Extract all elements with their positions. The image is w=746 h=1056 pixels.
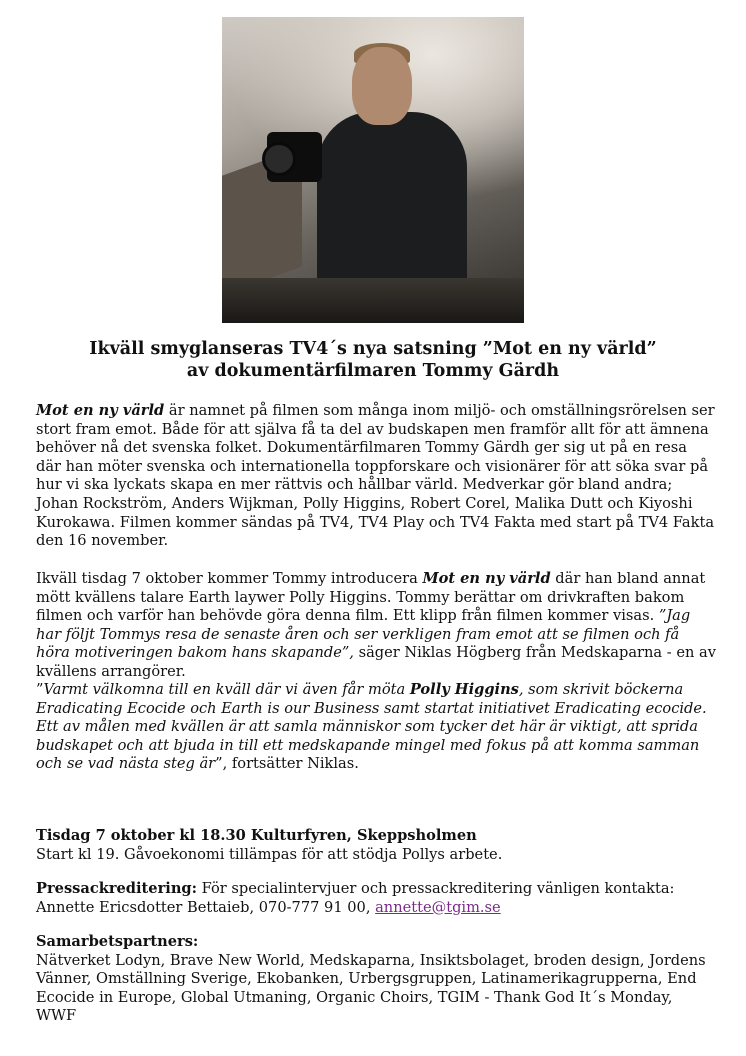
welcome-text-italic: , som skrivit böckerna Eradicating Ecocide och Earth is our Business samt startat initiativet Eradicating ecocide. Ett av målen med kvällen är att samla människor som tycker det här är viktigt, att sprida budskapet och att bjuda in till ett medskapande mingel med fokus på att komma samman och se vad nästa steg är: [36, 681, 707, 773]
railing: [222, 278, 524, 323]
press-email-link[interactable]: annette@tgim.se: [375, 898, 501, 916]
event-text-pre: Ikväll tisdag 7 oktober kommer Tommy introducera: [36, 570, 423, 587]
event-heading: Tisdag 7 oktober kl 18.30 Kulturfyren, Skeppsholmen: [36, 827, 477, 844]
title-line-1: Ikväll smyglanseras TV4´s nya satsning ”Mot en ny värld”: [89, 339, 657, 359]
intro-paragraph: [36, 402, 716, 551]
welcome-paragraph: [36, 681, 716, 774]
press-text: För specialintervjuer och pressackreditering vänligen kontakta: Annette Ericsdotter Bettaieb, 070-777 91 00,: [36, 880, 675, 916]
film-title: Mot en ny värld: [422, 570, 551, 587]
event-paragraph: [36, 570, 716, 682]
partners-list: Nätverket Lodyn, Brave New World, Medskaparna, Insiktsbolaget, broden design, Jordens Vänner, Omställning Sverige, Ekobanken, Urbergsgruppen, Latinamerikagrupperna, End Ecocide in Europe, Global Utmaning, Organic Choirs, TGIM - Thank God It´s Monday, WWF: [36, 951, 706, 1025]
speaker-name: Polly Higgins: [409, 681, 519, 698]
page-title: [0, 338, 746, 382]
event-info: [36, 827, 716, 864]
event-info-text: Start kl 19. Gåvoekonomi tillämpas för att stödja Pollys arbete.: [36, 845, 503, 863]
partners-heading: Samarbetspartners:: [36, 933, 199, 950]
open-quote: ”: [36, 681, 44, 698]
event-text-mid: där han bland annat mött kvällens talare Earth laywer Polly Higgins. Tommy berättar om drivkraften bakom filmen och varför han behövde göra denna film. Ett klipp från filmen kommer visas.: [36, 570, 706, 625]
press-paragraph: [36, 880, 716, 917]
press-label: Pressackreditering:: [36, 880, 198, 897]
face: [352, 47, 412, 125]
event-text-post: säger Niklas Högberg från Medskaparna - en av kvällens arrangörer.: [36, 644, 716, 680]
welcome-text-pre: Varmt välkomna till en kväll där vi även får möta: [43, 681, 410, 698]
hero-photo: [222, 17, 524, 323]
intro-text: är namnet på filmen som många inom miljö- och omställningsrörelsen ser stort fram emot. Både för att själva få ta del av budskapen men framför allt för att ämnena behöver nå det svenska folket. Dokumentärfilmaren Tommy Gärdh ger sig ut på en resa där han möter svenska och internationella toppforskare och visionärer för att söka svar på hur vi ska lyckats skapa en mer rättvis och hållbar värld. Medverkar gör bland andra; Johan Rockström, Anders Wijkman, Polly Higgins, Robert Corel, Malika Dutt och Kiyoshi Kurokawa. Filmen kommer sändas på TV4, TV4 Play och TV4 Fakta med start på TV4 Fakta den 16 november.: [36, 402, 715, 550]
welcome-text-post: ”, fortsätter Niklas.: [215, 755, 359, 773]
camera-lens: [262, 142, 296, 176]
niklas-quote: ”Jag har följt Tommys resa de senaste åren och ser verkligen fram emot att se filmen och få höra motiveringen bakom hans skapande”,: [36, 607, 691, 662]
title-line-2: av dokumentärfilmaren Tommy Gärdh: [186, 361, 560, 381]
film-title: Mot en ny värld: [36, 402, 165, 419]
partners-paragraph: [36, 933, 716, 1026]
